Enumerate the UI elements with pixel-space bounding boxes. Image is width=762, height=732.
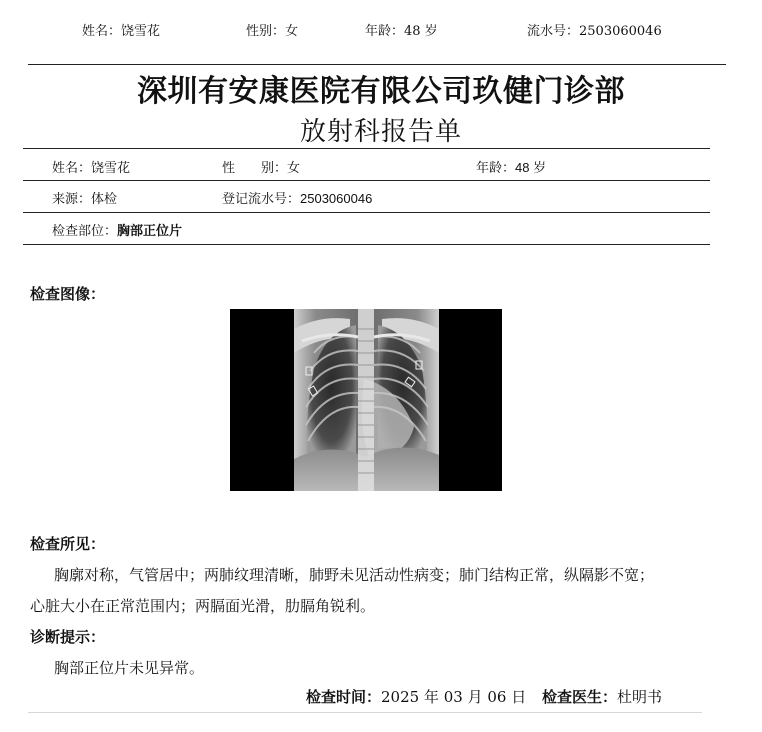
info-exam-part-value: 胸部正位片	[117, 223, 183, 238]
exam-time	[306, 686, 526, 707]
exam-doctor-label: 检查医生：	[542, 688, 618, 706]
info-sex-label: 性 别：	[222, 161, 288, 176]
diagnosis-text: 胸部正位片未见异常。	[54, 659, 205, 677]
info-name-label: 姓名：	[52, 161, 92, 176]
info-exam-part	[52, 220, 182, 239]
top-patient-sex: 性别：女	[246, 24, 299, 39]
findings-text-line-1: 胸廓对称，气管居中；两肺纹理清晰，肺野未见活动性病变；肺门结构正常，纵隔影不宽；	[54, 566, 655, 584]
info-exam-part-label: 检查部位：	[52, 224, 118, 239]
exam-time-value: 2025 年 03 月 06 日	[381, 688, 527, 706]
info-sex	[222, 157, 300, 176]
exam-doctor-value: 杜明书	[617, 688, 663, 706]
findings-label: 检查所见：	[30, 535, 106, 553]
info-registration-value: 2503060046	[300, 191, 373, 206]
exam-time-label: 检查时间：	[306, 688, 382, 706]
info-sex-value: 女	[287, 160, 301, 175]
info-registration	[222, 188, 372, 207]
footer-divider	[28, 712, 702, 713]
header-divider	[28, 64, 726, 65]
info-table-bottom-border	[23, 244, 710, 245]
top-patient-name: 姓名：饶雪花	[82, 24, 161, 39]
info-name-value: 饶雪花	[91, 160, 131, 175]
info-table-row-divider	[23, 212, 710, 213]
hospital-title: 深圳有安康医院有限公司玖健门诊部	[137, 74, 625, 109]
top-serial-number: 流水号：2503060046	[527, 24, 662, 39]
findings-text-line-2: 心脏大小在正常范围内；两膈面光滑，肋膈角锐利。	[30, 597, 376, 615]
info-age-value: 48 岁	[515, 160, 547, 175]
exam-doctor	[542, 686, 662, 707]
chest-xray-image	[230, 309, 502, 491]
info-name	[52, 157, 130, 176]
info-registration-label: 登记流水号：	[222, 192, 301, 207]
info-table-row-divider	[23, 180, 710, 181]
info-source-value: 体检	[91, 191, 118, 206]
report-title: 放射科报告单	[299, 117, 462, 147]
info-source-label: 来源：	[52, 192, 92, 207]
info-source	[52, 188, 117, 207]
info-table-top-border	[23, 148, 710, 149]
info-age	[476, 157, 546, 176]
image-section-label: 检查图像：	[30, 285, 106, 303]
diagnosis-label: 诊断提示：	[30, 628, 106, 646]
info-age-label: 年龄：	[476, 161, 516, 176]
top-patient-age: 年龄：48 岁	[365, 24, 438, 39]
